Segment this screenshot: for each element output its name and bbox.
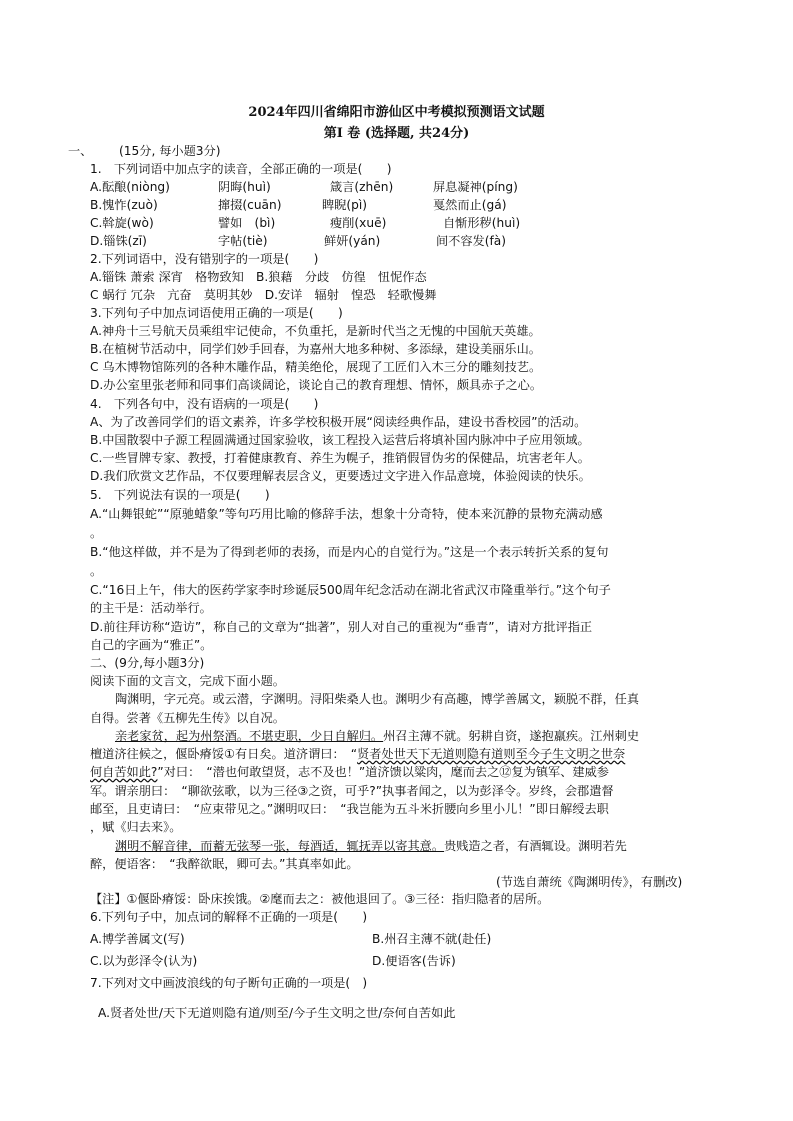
- q1-a-2: 阴晦(huì): [218, 180, 271, 194]
- q3-option-b: B.在植树节活动中，同学们妙手回春，为嘉州大地多种树、多添绿，建设美丽乐山。: [90, 342, 541, 356]
- q6-stem: 6.下列句子中，加点词的解释不正确的一项是( ): [90, 910, 368, 924]
- q7-stem: 7.下列对文中画波浪线的句子断句正确的一项是( ): [90, 976, 368, 990]
- q4-stem: 4. 下列各句中，没有语病的一项是( ): [90, 397, 319, 411]
- q1-d-4: 间不容发(fà): [436, 234, 507, 248]
- q1-option-a: [90, 179, 518, 196]
- q6-option-a: A.博学善属文(写): [90, 932, 185, 946]
- q1-a-3: 箴言(zhēn): [330, 180, 394, 194]
- q6-option-b: B.州召主薄不就(赴任): [372, 932, 492, 946]
- passage-p1-line1: 陶渊明，字元亮。或云潜，字渊明。浔阳柴桑人也。渊明少有高趣，博学善属文，颖脱不群，任真: [115, 692, 640, 706]
- exam-subtitle: 第Ⅰ 卷 (选择题, 共24分): [323, 126, 470, 141]
- q5-option-d-line1: D.前往拜访称“造访”，称自己的文章为“拙著”，别人对自己的重视为“垂青”，请对方批评指正: [90, 620, 593, 634]
- underlined-sentence-2: 渊明不解音律，而蓄无弦琴一张，每酒适，辄抚弄以寄其意。: [115, 839, 445, 853]
- q5-option-c-line1: C.“16日上午，伟大的医药学家李时珍诞辰500周年纪念活动在湖北省武汉市隆重举行。”这个句子: [90, 583, 611, 597]
- q3-option-a: A.神舟十三号航天员乘组牢记使命，不负重托，是新时代当之无愧的中国航天英雄。: [90, 324, 541, 338]
- q1-c-1: C.斡旋(wò): [90, 216, 154, 230]
- q1-b-1: B.愧怍(zuò): [90, 198, 158, 212]
- q5-option-b-line2: 。: [90, 564, 103, 578]
- passage-p2-line1: 亲老家贫，起为州祭酒。不堪吏职，少日自解归。州召主薄不就。躬耕自资，遂抱羸疾。江州刺史: [115, 729, 640, 743]
- q1-b-3: 睥睨(pì): [322, 198, 368, 212]
- q2-stem: 2.下列词语中，没有错别字的一项是( ): [90, 252, 319, 266]
- q1-d-3: 鲜妍(yán): [324, 234, 381, 248]
- section1-info: (15分, 每小题3分): [119, 144, 221, 158]
- q4-option-a: A、为了改善同学们的语文素养，许多学校积极开展“阅读经典作品，建设书香校园”的活动。: [90, 415, 587, 429]
- q6-option-c: C.以为彭泽令(认为): [90, 954, 198, 968]
- passage-source: (节选自萧统《陶渊明传》，有删改): [496, 875, 683, 889]
- q6-option-d: D.便语客(告诉): [372, 954, 456, 968]
- q6-options-row1: [90, 931, 491, 948]
- q1-c-2: 譬如 (bì): [218, 216, 276, 230]
- passage-p2-line4: 军。谓亲朋曰： “聊欲弦歌，以为三径③之资，可乎?”执事者闻之，以为彭泽令。岁终，会郡遣督: [90, 784, 614, 798]
- passage-p1-line2: 自得。尝著《五柳先生传》以自况。: [90, 711, 285, 725]
- q1-option-c: [90, 215, 520, 232]
- q7-option-a: A.贤者处世/天下无道则隐有道/则至/今子生文明之世/奈何自苦如此: [98, 1006, 456, 1020]
- passage-p2-line3: 何自苦如此?”对曰： “潜也何敢望贤，志不及也！”道济馈以粱肉，麾而去之⑫复为镇军、建威参: [90, 765, 609, 779]
- passage-note: 【注】①偃卧瘠馁：卧床挨饿。②麾而去之：被他退回了。③三径：指归隐者的居所。: [90, 892, 550, 906]
- q4-option-c: C.一些冒牌专家、教授，打着健康教育、养生为幌子，推销假冒伪劣的保健品，坑害老年人。: [90, 451, 590, 465]
- passage-p3-line2: 醉，便语客： “我醉欲眠，卿可去。”其真率如此。: [90, 857, 359, 871]
- wavy-underlined-sentence-end: 何自苦如此?: [90, 765, 158, 779]
- q5-option-d-line2: 自己的字画为“雅正”。: [90, 638, 213, 652]
- q5-stem: 5. 下列说法有误的一项是( ): [90, 488, 270, 502]
- q5-option-a-line1: A.“山舞银蛇”“原驰蜡象”等句巧用比喻的修辞手法，想象十分奇特，使本来沉静的景物充满动感: [90, 507, 603, 521]
- underlined-sentence: 亲老家贫，起为州祭酒。不堪吏职，少日自解归。: [115, 729, 384, 743]
- passage-p2-line2: 檀道济往候之，偃卧瘠馁①有日矣。道济谓曰： “贤者处世天下无道则隐有道则至今子生文明之世奈: [90, 747, 626, 761]
- section2-intro: 阅读下面的文言文，完成下面小题。: [90, 674, 285, 688]
- q5-option-b-line1: B.“他这样做，并不是为了得到老师的表扬，而是内心的自觉行为。”这是一个表示转折关系的复句: [90, 545, 609, 559]
- q1-c-4: 自惭形秽(huì): [443, 216, 521, 230]
- q1-b-4: 戛然而止(gá): [433, 198, 507, 212]
- q1-a-1: A.酝酿(niòng): [90, 180, 170, 194]
- passage-p2-line5: 邮至，且吏请曰： “应束带见之。”渊明叹曰： “我岂能为五斗米折腰向乡里小儿！”即日解绶去职: [90, 802, 609, 816]
- q1-c-3: 瘦削(xuē): [330, 216, 387, 230]
- q2-options-line2: C 蜗行 冗杂 亢奋 莫明其妙 D.安详 辐射 惶恐 轻歌慢舞: [90, 288, 437, 302]
- passage-p2-line6: ，赋《归去来》。: [90, 820, 182, 834]
- q1-d-1: D.锱铢(zī): [90, 234, 147, 248]
- q1-option-d: [90, 233, 506, 250]
- q1-a-4: 屏息凝神(píng): [433, 180, 518, 194]
- q1-d-2: 字帖(tiè): [218, 234, 268, 248]
- q1-option-b: [90, 197, 506, 214]
- q1-b-2: 撺掇(cuān): [218, 198, 282, 212]
- q5-option-a-line2: 。: [90, 526, 103, 540]
- q3-stem: 3.下列句子中加点词语使用正确的一项是( ): [90, 306, 343, 320]
- passage-p3-line1: 渊明不解音律，而蓄无弦琴一张，每酒适，辄抚弄以寄其意。贵贱造之者，有酒辄设。渊明若先: [115, 839, 627, 853]
- q3-option-d: D.办公室里张老师和同事们高谈阔论，谈论自己的教育理想、情怀，颇具赤子之心。: [90, 378, 543, 392]
- q1-stem: 1. 下列词语中加点字的读音，全部正确的一项是( ): [90, 162, 392, 176]
- wavy-underlined-sentence: 贤者处世天下无道则隐有道则至今子生文明之世奈: [357, 747, 626, 761]
- q3-option-c: C 乌木博物馆陈列的各种木雕作品，精美绝伦，展现了工匠们入木三分的雕刻技艺。: [90, 360, 542, 374]
- exam-title: 2024年四川省绵阳市游仙区中考模拟预测语文试题: [248, 105, 545, 120]
- q2-options-line1: A.锱铢 萧索 深宵 格物致知 B.狼藉 分歧 仿徨 忸怩作态: [90, 270, 427, 284]
- section2-heading: 二、(9分,每小题3分): [90, 656, 205, 670]
- section1-number: 一、: [68, 144, 93, 158]
- q4-option-b: B.中国散裂中子源工程圆满通过国家验收，该工程投入运营后将填补国内脉冲中子应用领域。: [90, 433, 590, 447]
- q6-options-row2: [90, 953, 456, 970]
- q4-option-d: D.我们欣赏文艺作品，不仅要理解表层含义，更要透过文字进入作品意境，体验阅读的快乐。: [90, 469, 591, 483]
- q5-option-c-line2: 的主干是：活动举行。: [90, 601, 212, 615]
